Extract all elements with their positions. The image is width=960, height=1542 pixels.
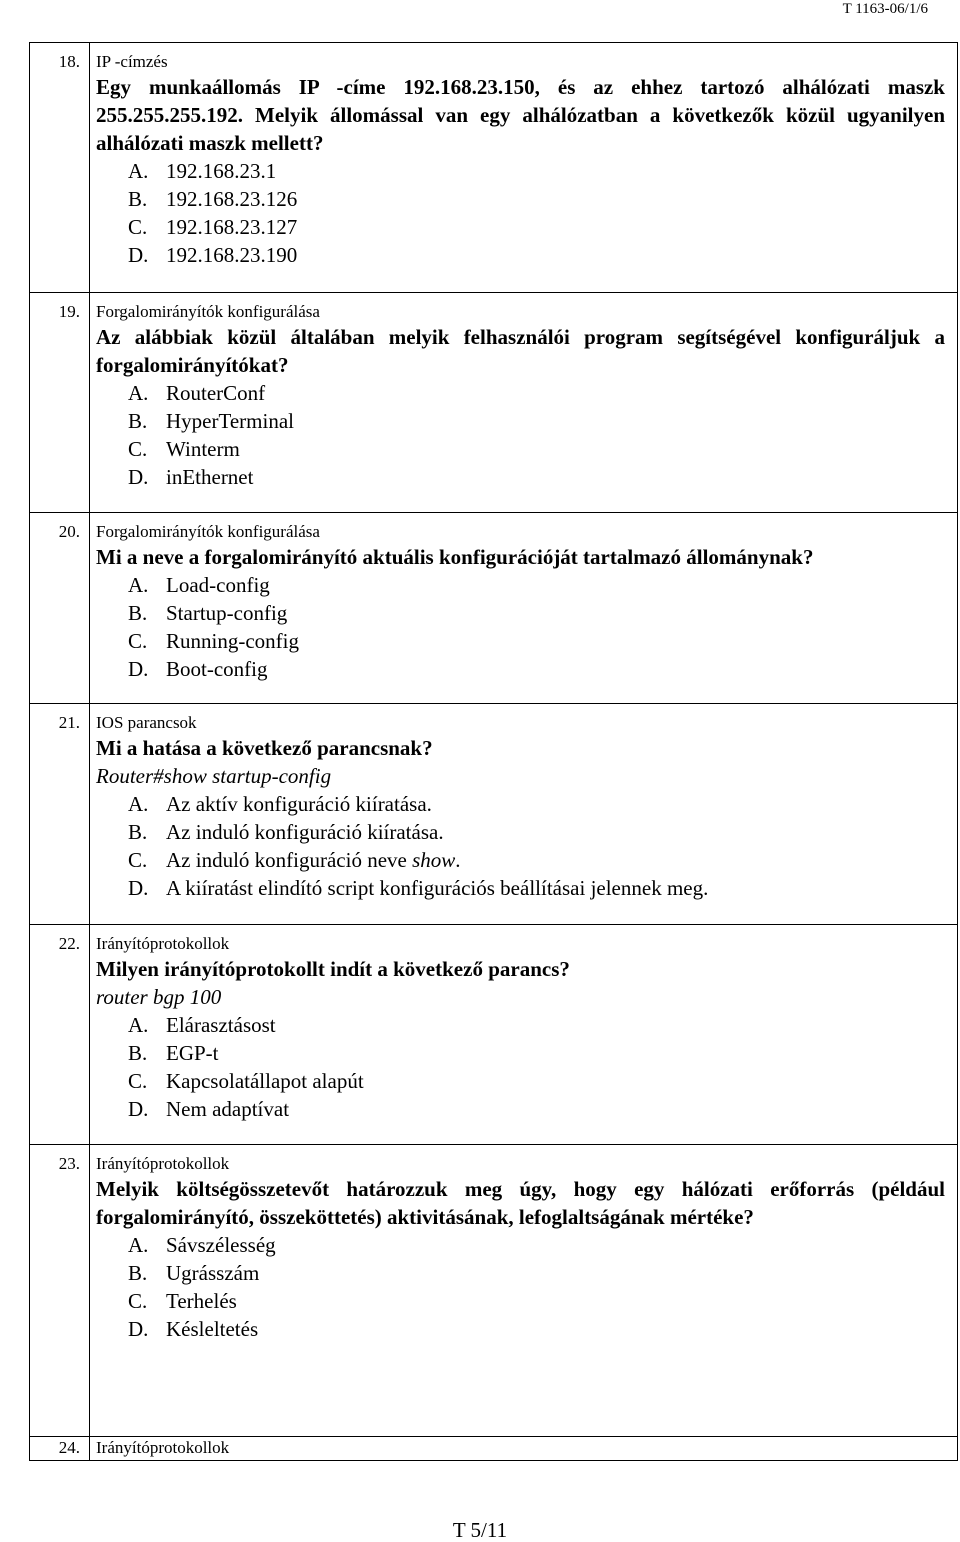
answer-option <box>96 241 945 269</box>
question-row <box>30 43 958 293</box>
option-letter: A. <box>128 1013 149 1037</box>
question-topic: Irányítóprotokollok <box>96 1154 230 1173</box>
option-text: Kapcsolatállapot alapút <box>166 1069 364 1093</box>
question-content <box>90 925 958 1145</box>
answer-option <box>96 818 945 846</box>
answer-option <box>96 874 945 902</box>
question-row <box>30 1437 958 1461</box>
question-content <box>90 1145 958 1437</box>
question-number: 21. <box>30 704 90 925</box>
question-text: Az alábbiak közül általában melyik felhasználói program segítségével konfiguráljuk a forgalomirányítókat? <box>96 325 945 377</box>
option-text: Ugrásszám <box>166 1261 260 1285</box>
question-content <box>90 704 958 925</box>
option-text: Az induló konfiguráció kiíratása. <box>166 820 444 844</box>
option-text: Elárasztásost <box>166 1013 276 1037</box>
question-content <box>90 1437 958 1461</box>
question-content <box>90 43 958 293</box>
question-topic: Forgalomirányítók konfigurálása <box>96 302 320 321</box>
option-letter: A. <box>128 573 149 597</box>
option-text: 192.168.23.190 <box>166 243 298 267</box>
option-letter: A. <box>128 381 149 405</box>
option-letter: B. <box>128 187 148 211</box>
answer-option <box>96 157 945 185</box>
option-text: Az induló konfiguráció neve <box>166 848 413 872</box>
option-text: 192.168.23.127 <box>166 215 298 239</box>
option-letter: D. <box>128 657 149 681</box>
option-text: EGP-t <box>166 1041 219 1065</box>
answer-option <box>96 1231 945 1259</box>
question-row <box>30 293 958 513</box>
option-text: Load-config <box>166 573 270 597</box>
answer-option <box>96 1011 945 1039</box>
option-letter: D. <box>128 1097 149 1121</box>
question-row <box>30 925 958 1145</box>
answer-option <box>96 1287 945 1315</box>
question-topic: Irányítóprotokollok <box>96 1438 230 1457</box>
option-text: Terhelés <box>166 1289 237 1313</box>
command-text: Router#show startup-config <box>96 764 332 788</box>
option-text: Késleltetés <box>166 1317 259 1341</box>
option-letter: C. <box>128 1289 148 1313</box>
question-topic: IP -címzés <box>96 52 168 71</box>
option-text: Running-config <box>166 629 299 653</box>
option-letter: B. <box>128 820 148 844</box>
answer-option <box>96 463 945 491</box>
page-number: T 5/11 <box>452 1518 508 1542</box>
answer-option <box>96 407 945 435</box>
option-text-end: . <box>455 848 461 872</box>
option-text: Startup-config <box>166 601 288 625</box>
answer-option <box>96 185 945 213</box>
question-number: 24. <box>30 1437 90 1461</box>
option-letter: D. <box>128 876 149 900</box>
question-content <box>90 293 958 513</box>
option-letter: D. <box>128 1317 149 1341</box>
answer-option <box>96 790 945 818</box>
answer-option <box>96 1039 945 1067</box>
option-letter: C. <box>128 215 148 239</box>
option-text: Boot-config <box>166 657 268 681</box>
question-content <box>90 513 958 704</box>
option-text: Nem adaptívat <box>166 1097 290 1121</box>
command-text: router bgp 100 <box>96 985 222 1009</box>
answer-option <box>96 655 945 683</box>
answer-option <box>96 1259 945 1287</box>
question-text: Melyik költségösszetevőt határozzuk meg úgy, hogy egy hálózati erőforrás (például forgalomirányító, összeköttetés) aktivitásának, lefoglaltságának mértéke? <box>96 1177 945 1229</box>
option-letter: B. <box>128 1261 148 1285</box>
option-letter: D. <box>128 465 149 489</box>
option-letter: A. <box>128 1233 149 1257</box>
answer-option <box>96 435 945 463</box>
option-letter: C. <box>128 1069 148 1093</box>
option-text: HyperTerminal <box>166 409 294 433</box>
question-number: 22. <box>30 925 90 1145</box>
option-letter: C. <box>128 629 148 653</box>
answer-option <box>96 599 945 627</box>
answer-option <box>96 213 945 241</box>
option-text: Winterm <box>166 437 240 461</box>
answer-option <box>96 846 945 874</box>
question-row <box>30 513 958 704</box>
answer-option <box>96 1315 945 1343</box>
option-letter: A. <box>128 792 149 816</box>
question-text: Mi a neve a forgalomirányító aktuális konfigurációját tartalmazó állománynak? <box>96 545 814 569</box>
question-text: Egy munkaállomás IP -címe 192.168.23.150, és az ehhez tartozó alhálózati maszk 255.255.255.192. Melyik állomással van egy alhálózatban a következők közül ugyanilyen alhálózati maszk mellett? <box>96 75 945 155</box>
question-number: 20. <box>30 513 90 704</box>
answer-option <box>96 1067 945 1095</box>
option-text: RouterConf <box>166 381 266 405</box>
option-text: 192.168.23.126 <box>166 187 298 211</box>
option-letter: C. <box>128 437 148 461</box>
question-text: Mi a hatása a következő parancsnak? <box>96 736 433 760</box>
question-topic: IOS parancsok <box>96 713 197 732</box>
option-letter: C. <box>128 848 148 872</box>
option-letter: B. <box>128 1041 148 1065</box>
option-letter: B. <box>128 601 148 625</box>
option-text: Sávszélesség <box>166 1233 276 1257</box>
option-text: 192.168.23.1 <box>166 159 277 183</box>
question-text: Milyen irányítóprotokollt indít a következő parancs? <box>96 957 570 981</box>
question-row <box>30 704 958 925</box>
option-letter: A. <box>128 159 149 183</box>
question-topic: Forgalomirányítók konfigurálása <box>96 522 320 541</box>
document-code: T 1163-06/1/6 <box>842 1 928 17</box>
question-table <box>29 42 958 1461</box>
option-text: A kiíratást elindító script konfigurációs beállításai jelennek meg. <box>166 876 709 900</box>
answer-option <box>96 1095 945 1123</box>
answer-option <box>96 379 945 407</box>
question-number: 19. <box>30 293 90 513</box>
question-row <box>30 1145 958 1437</box>
option-letter: D. <box>128 243 149 267</box>
option-italic-word: show <box>412 848 456 872</box>
answer-option <box>96 571 945 599</box>
option-text: Az aktív konfiguráció kiíratása. <box>166 792 432 816</box>
option-text: inEthernet <box>166 465 254 489</box>
question-number: 23. <box>30 1145 90 1437</box>
question-topic: Irányítóprotokollok <box>96 934 230 953</box>
answer-option <box>96 627 945 655</box>
question-number: 18. <box>30 43 90 293</box>
option-letter: B. <box>128 409 148 433</box>
